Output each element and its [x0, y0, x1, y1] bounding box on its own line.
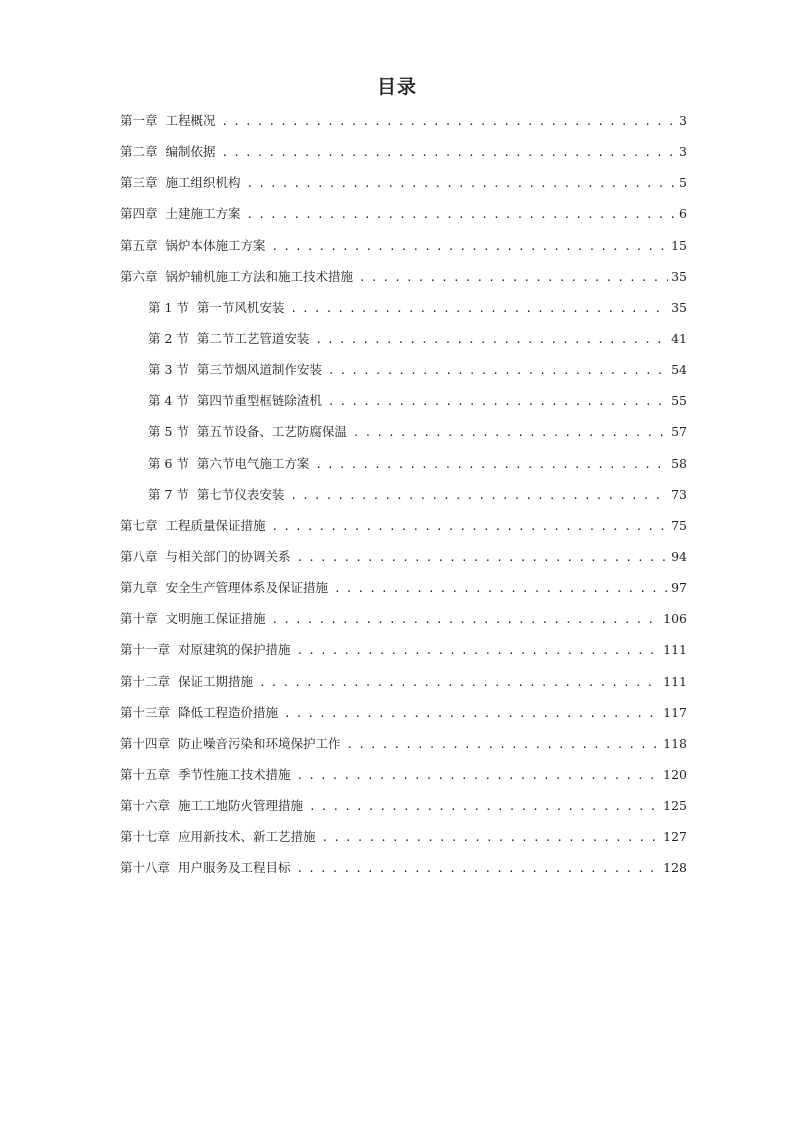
entry-title: 与相关部门的协调关系 [165, 548, 291, 564]
toc-section-entry[interactable] [120, 298, 687, 329]
dot-leader [297, 551, 669, 564]
toc-chapter-entry[interactable] [120, 609, 687, 640]
entry-title: 季节性施工技术措施 [178, 766, 291, 782]
toc-chapter-entry[interactable] [120, 267, 687, 298]
toc-section-entry[interactable] [120, 454, 687, 485]
toc-chapter-entry[interactable] [120, 547, 687, 578]
entry-number: 第一章 [120, 113, 158, 128]
toc-chapter-entry[interactable] [120, 578, 687, 609]
table-of-contents [120, 111, 687, 890]
entry-title: 工程质量保证措施 [165, 517, 266, 533]
entry-number: 第八章 [120, 548, 158, 564]
dot-leader [272, 240, 669, 253]
entry-number: 第六章 [120, 268, 158, 284]
toc-section-entry[interactable] [120, 485, 687, 516]
entry-page-number: 117 [663, 704, 687, 720]
toc-chapter-entry[interactable] [120, 858, 687, 889]
entry-number: 第十五章 [120, 766, 171, 782]
dot-leader [334, 582, 668, 595]
dot-leader [272, 613, 661, 626]
entry-page-number: 73 [671, 486, 687, 502]
entry-number: 第十章 [120, 611, 158, 627]
entry-title: 保证工期措施 [178, 673, 254, 689]
dot-leader [328, 364, 668, 377]
dot-leader [297, 769, 661, 782]
dot-leader [309, 800, 660, 813]
dot-leader [297, 862, 661, 875]
dot-leader [259, 676, 660, 689]
entry-number: 第九章 [120, 580, 158, 596]
toc-chapter-entry[interactable] [120, 111, 687, 142]
entry-page-number: 111 [663, 673, 687, 689]
dot-leader [359, 271, 668, 284]
entry-title: 施工工地防火管理措施 [178, 798, 304, 814]
entry-number: 第 1 节 [148, 299, 189, 315]
entry-page-number: 125 [663, 798, 687, 814]
toc-section-entry[interactable] [120, 391, 687, 422]
entry-number: 第十七章 [120, 829, 171, 845]
entry-number: 第七章 [120, 517, 158, 533]
entry-page-number: 35 [671, 299, 687, 315]
entry-title: 编制依据 [165, 144, 216, 160]
entry-title: 用户服务及工程目标 [178, 860, 291, 876]
dot-leader [290, 302, 668, 315]
entry-page-number: 58 [671, 455, 687, 471]
toc-section-entry[interactable] [120, 422, 687, 453]
entry-title: 第三节烟风道制作安装 [196, 362, 322, 378]
entry-number: 第 4 节 [148, 393, 189, 409]
entry-page-number: 54 [671, 362, 687, 378]
entry-number: 第 3 节 [148, 362, 189, 378]
entry-page-number: 111 [663, 642, 687, 658]
entry-page-number: 55 [671, 393, 687, 409]
entry-page-number: 120 [663, 766, 687, 782]
entry-title: 第五节设备、工艺防腐保温 [196, 424, 347, 440]
toc-chapter-entry[interactable] [120, 516, 687, 547]
entry-number: 第 6 节 [148, 455, 189, 471]
toc-chapter-entry[interactable] [120, 173, 687, 204]
entry-page-number: 57 [671, 424, 687, 440]
toc-chapter-entry[interactable] [120, 765, 687, 796]
entry-page-number: 6 [679, 206, 687, 222]
entry-title: 对原建筑的保护措施 [178, 642, 291, 658]
entry-number: 第 2 节 [148, 330, 189, 346]
entry-title: 工程概况 [165, 113, 216, 128]
dot-leader [222, 115, 677, 128]
toc-chapter-entry[interactable] [120, 734, 687, 765]
dot-leader [353, 426, 668, 439]
toc-section-entry[interactable] [120, 329, 687, 360]
toc-chapter-entry[interactable] [120, 796, 687, 827]
toc-chapter-entry[interactable] [120, 827, 687, 858]
toc-chapter-entry[interactable] [120, 236, 687, 267]
dot-leader [328, 395, 668, 408]
entry-title: 锅炉辅机施工方法和施工技术措施 [165, 268, 354, 284]
entry-page-number: 3 [679, 144, 687, 160]
entry-number: 第三章 [120, 175, 158, 191]
entry-page-number: 127 [663, 829, 687, 845]
dot-leader [315, 333, 668, 346]
entry-page-number: 106 [663, 611, 687, 627]
entry-page-number: 3 [679, 113, 687, 128]
entry-title: 文明施工保证措施 [165, 611, 266, 627]
entry-title: 第七节仪表安装 [196, 486, 285, 502]
dot-leader [322, 831, 661, 844]
toc-chapter-entry[interactable] [120, 142, 687, 173]
dot-leader [272, 520, 669, 533]
entry-number: 第四章 [120, 206, 158, 222]
entry-number: 第十三章 [120, 704, 171, 720]
entry-number: 第五章 [120, 237, 158, 253]
entry-title: 第二节工艺管道安装 [196, 330, 310, 346]
dot-leader [290, 489, 668, 502]
entry-page-number: 5 [679, 175, 687, 191]
entry-title: 第六节电气施工方案 [196, 455, 310, 471]
dot-leader [284, 707, 660, 720]
dot-leader [297, 644, 661, 657]
entry-title: 降低工程造价措施 [178, 704, 279, 720]
toc-section-entry[interactable] [120, 360, 687, 391]
entry-number: 第 5 节 [148, 424, 189, 440]
dot-leader [315, 458, 668, 471]
entry-number: 第十六章 [120, 798, 171, 814]
dot-leader [222, 146, 677, 159]
entry-page-number: 15 [671, 237, 687, 253]
entry-title: 安全生产管理体系及保证措施 [165, 580, 329, 596]
entry-number: 第十二章 [120, 673, 171, 689]
toc-chapter-entry[interactable] [120, 672, 687, 703]
entry-page-number: 128 [663, 860, 687, 876]
entry-page-number: 97 [671, 580, 687, 596]
entry-title: 施工组织机构 [165, 175, 241, 191]
dot-leader [247, 208, 677, 221]
entry-number: 第二章 [120, 144, 158, 160]
entry-number: 第十八章 [120, 860, 171, 876]
entry-title: 防止噪音污染和环境保护工作 [178, 735, 341, 751]
entry-page-number: 41 [671, 330, 687, 346]
toc-chapter-entry[interactable] [120, 204, 687, 235]
toc-heading: 目录 [376, 76, 417, 98]
entry-page-number: 75 [671, 517, 687, 533]
toc-chapter-entry[interactable] [120, 640, 687, 671]
entry-page-number: 118 [663, 735, 687, 751]
entry-title: 第四节重型框链除渣机 [196, 393, 322, 409]
entry-number: 第十四章 [120, 735, 171, 751]
entry-title: 土建施工方案 [165, 206, 241, 222]
dot-leader [347, 738, 661, 751]
entry-page-number: 94 [671, 548, 687, 564]
entry-number: 第十一章 [120, 642, 171, 658]
entry-title: 锅炉本体施工方案 [165, 237, 266, 253]
entry-page-number: 35 [671, 268, 687, 284]
entry-title: 应用新技术、新工艺措施 [178, 829, 316, 845]
entry-number: 第 7 节 [148, 486, 189, 502]
toc-chapter-entry[interactable] [120, 703, 687, 734]
entry-title: 第一节风机安装 [196, 299, 285, 315]
dot-leader [247, 177, 677, 190]
